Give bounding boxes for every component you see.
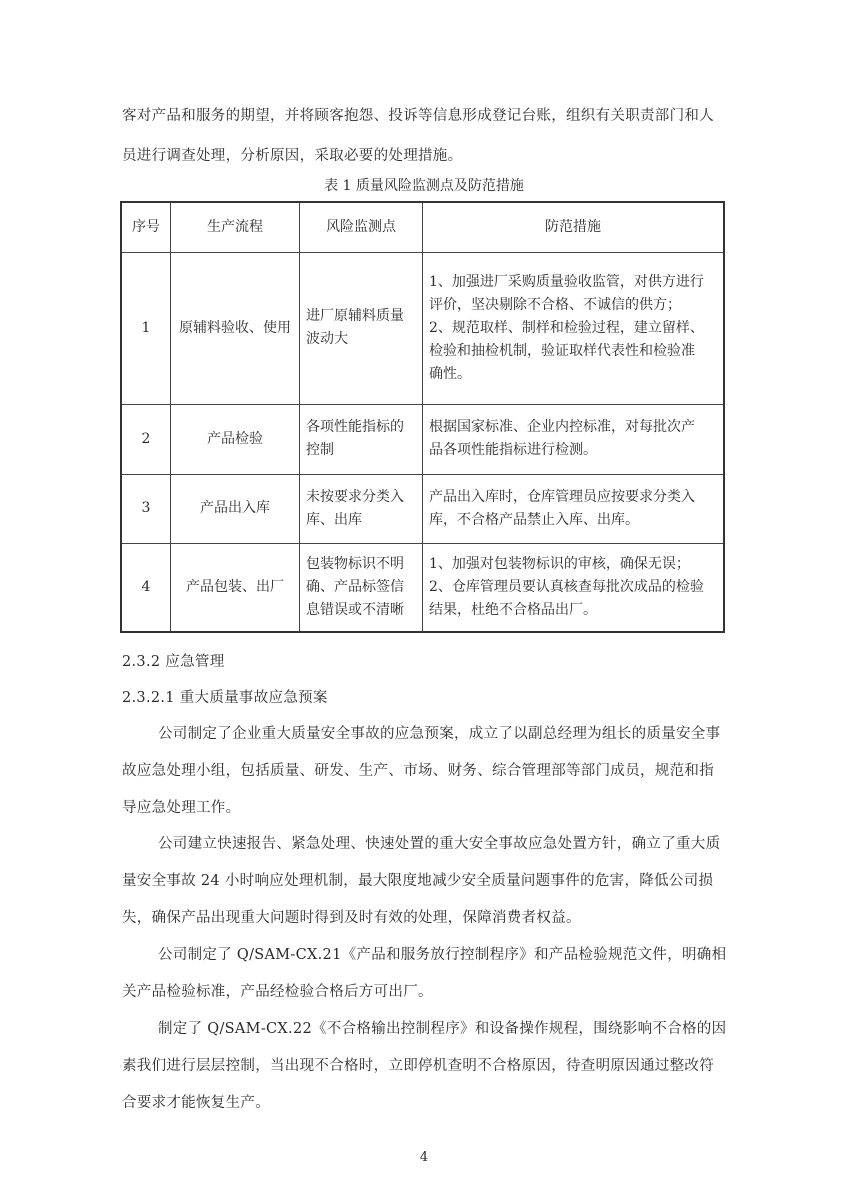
cell-measures-line: 库，不合格产品禁止入库、出库。 xyxy=(429,511,639,528)
cell-no: 1 xyxy=(121,252,171,404)
header-cell-process: 生产流程 xyxy=(171,202,300,252)
cell-measures-line: 品各项性能指标进行检测。 xyxy=(429,442,597,458)
cell-risk xyxy=(300,543,423,632)
cell-measures-line: 1、加强对包装物标识的审核，确保无误； xyxy=(429,555,690,572)
paragraph-2-line: 公司建立快速报告、紧急处理、快速处置的重大安全事故应急处置方针，确立了重大质 xyxy=(158,836,721,852)
cell-process: 产品包装、出厂 xyxy=(171,543,300,632)
table-row xyxy=(121,474,724,543)
cell-risk-line: 进厂原辅料质量 xyxy=(306,308,404,324)
cell-measures-line: 2、规范取样、制样和检验过程，建立留样、 xyxy=(429,319,704,336)
cell-process: 产品检验 xyxy=(171,404,300,474)
cell-risk xyxy=(300,404,423,474)
section-heading-2-3-2-1: 2.3.2.1 重大质量事故应急预案 xyxy=(122,690,328,706)
page-number: 4 xyxy=(419,1150,429,1165)
cell-measures-line: 检验和抽检机制，验证取样代表性和检验准 xyxy=(429,342,695,359)
paragraph-3-line: 公司制定了 Q/SAM-CX.21《产品和服务放行控制程序》和产品检验规范文件，明确相 xyxy=(158,947,727,963)
cell-measures-line: 根据国家标准、企业内控标准，对每批次产 xyxy=(429,419,695,435)
cell-risk-line: 息错误或不清晰 xyxy=(306,601,404,618)
paragraph-1-line: 导应急处理工作。 xyxy=(122,800,241,816)
cell-risk xyxy=(300,252,423,404)
paragraph-4-line: 制定了 Q/SAM-CX.22《不合格输出控制程序》和设备操作规程，围绕影响不合格的因 xyxy=(158,1021,727,1037)
cell-measures-line: 产品出入库时，仓库管理员应按要求分类入 xyxy=(429,488,695,505)
cell-risk-line: 各项性能指标的 xyxy=(306,419,404,435)
table-caption: 表 1 质量风险监测点及防范措施 xyxy=(324,178,524,194)
cell-risk-line: 包装物标识不明 xyxy=(306,555,404,572)
cell-measures xyxy=(423,252,725,404)
cell-risk-line: 控制 xyxy=(306,442,334,458)
cell-process: 原辅料验收、使用 xyxy=(171,252,300,404)
cell-risk-line: 确、产品标签信 xyxy=(306,578,404,595)
paragraph-1-line: 故应急处理小组，包括质量、研发、生产、市场、财务、综合管理部等部门成员，规范和指 xyxy=(122,763,714,779)
intro-line-1: 客对产品和服务的期望，并将顾客抱怨、投诉等信息形成登记台账，组织有关职责部门和人 xyxy=(122,108,714,124)
table-row xyxy=(121,543,724,632)
table-header-row xyxy=(121,202,724,252)
header-cell-measures: 防范措施 xyxy=(423,202,725,252)
paragraph-1-line: 公司制定了企业重大质量安全事故的应急预案，成立了以副总经理为组长的质量安全事 xyxy=(158,726,721,742)
cell-measures xyxy=(423,543,725,632)
cell-measures xyxy=(423,474,725,543)
paragraph-2-line: 失，确保产品出现重大问题时得到及时有效的处理，保障消费者权益。 xyxy=(122,910,581,926)
table-row xyxy=(121,404,724,474)
paragraph-4-line: 合要求才能恢复生产。 xyxy=(122,1095,270,1111)
cell-measures-line: 结果，杜绝不合格品出厂。 xyxy=(429,601,597,618)
cell-no: 3 xyxy=(121,474,171,543)
cell-no: 2 xyxy=(121,404,171,474)
header-cell-risk: 风险监测点 xyxy=(300,202,423,252)
cell-measures-line: 1、加强进厂采购质量验收监管，对供方进行 xyxy=(429,273,704,290)
cell-measures-line: 确性。 xyxy=(429,365,471,382)
header-cell-no: 序号 xyxy=(121,202,171,252)
cell-risk-line: 库、出库 xyxy=(306,511,362,528)
paragraph-3-line: 关产品检验标准，产品经检验合格后方可出厂。 xyxy=(122,984,433,1000)
section-heading-2-3-2: 2.3.2 应急管理 xyxy=(122,654,225,670)
cell-measures-line: 评价，坚决剔除不合格、不诚信的供方； xyxy=(429,296,681,313)
cell-risk-line: 未按要求分类入 xyxy=(306,488,404,505)
cell-risk xyxy=(300,474,423,543)
paragraph-4-line: 素我们进行层层控制，当出现不合格时，立即停机查明不合格原因，待查明原因通过整改符 xyxy=(122,1058,714,1074)
table-row xyxy=(121,252,724,404)
risk-table xyxy=(120,201,725,633)
cell-risk-line: 波动大 xyxy=(306,331,348,347)
intro-line-2: 员进行调查处理，分析原因，采取必要的处理措施。 xyxy=(122,148,463,164)
cell-measures-line: 2、仓库管理员要认真核查每批次成品的检验 xyxy=(429,578,704,595)
paragraph-2-line: 量安全事故 24 小时响应处理机制，最大限度地减少安全质量问题事件的危害，降低公司损 xyxy=(122,873,714,889)
cell-no: 4 xyxy=(121,543,171,632)
cell-process: 产品出入库 xyxy=(171,474,300,543)
cell-measures xyxy=(423,404,725,474)
